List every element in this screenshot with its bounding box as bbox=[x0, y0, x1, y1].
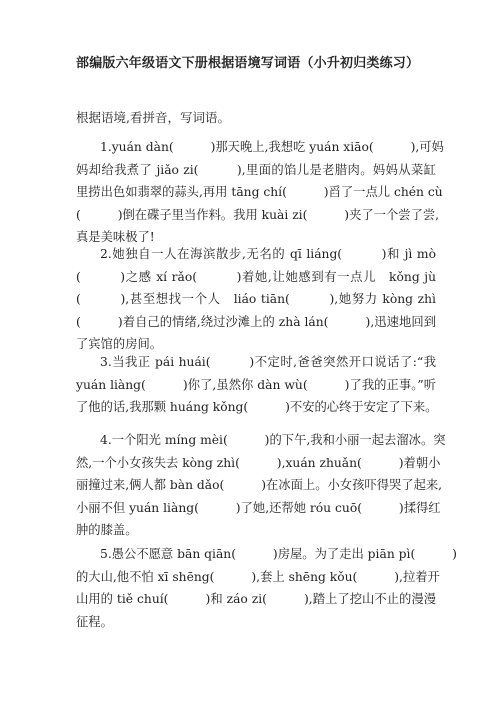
paragraph-line: ( )倒在碟子里当作料。我用 kuài zi( )夹了一个尝了尝, bbox=[76, 207, 440, 222]
paragraph-line: ( )之感 xí rǎo( )着她,让她感到有一点儿 kǒng jù bbox=[76, 269, 436, 284]
paragraph-line: 1.yuán dàn( )那天晚上,我想吃 yuán xiāo( ),可妈 bbox=[100, 140, 444, 154]
paragraph-line: 征程。 bbox=[76, 614, 113, 629]
paragraph-line: yuán liàng( )你了,虽然你 dàn wù( )了我的正事。”听 bbox=[76, 377, 436, 392]
paragraph-line: 了他的话,我那颗 huáng kǒng( )不安的心终于安定了下来。 bbox=[76, 400, 438, 414]
paragraph-line: 山用的 tiě chuí( )和 záo zi( ),踏上了挖山不止的漫漫 bbox=[76, 592, 436, 606]
exercise-paragraph-2 bbox=[76, 243, 436, 356]
paragraph-line: 2.她独自一人在海滨散步,无名的 qī liáng( )和 jì mò bbox=[100, 247, 436, 261]
exercise-paragraph-5 bbox=[76, 543, 457, 633]
paragraph-line: ( )着自己的情绪,绕过沙滩上的 zhà lán( ),迅速地回到 bbox=[76, 314, 436, 329]
page-title: 部编版六年级语文下册根据语境写词语（小升初归类练习） bbox=[76, 56, 420, 71]
paragraph-line: 真是美味极了! bbox=[76, 230, 155, 244]
paragraph-line: 小丽不但 yuán liàng( )了她,还帮她 róu cuō( )揉得红 bbox=[76, 500, 441, 515]
exercise-paragraph-4 bbox=[76, 429, 446, 542]
paragraph-line: 妈却给我煮了 jiǎo zi( ),里面的馅儿是老腊肉。妈妈从菜缸 bbox=[76, 162, 436, 177]
paragraph-line: 3.当我正 pái huái( )不定时,爸爸突然开口说话了:“我 bbox=[100, 355, 436, 369]
instruction-text: 根据语境,看拼音，写词语。 bbox=[76, 110, 230, 125]
paragraph-line: 了宾馆的房间。 bbox=[76, 337, 163, 351]
paragraph-line: 的大山,他不怕 xī shēng( ),套上 shēng kǒu( ),拉着开 bbox=[76, 569, 440, 584]
paragraph-line: 肿的膝盖。 bbox=[76, 523, 138, 537]
paragraph-line: 里捞出色如翡翠的蒜头,再用 tāng chí( )舀了一点儿 chén cù bbox=[76, 185, 443, 199]
paragraph-line: 丽撞过来,俩人都 bàn dǎo( )在冰面上。小女孩吓得哭了起来, bbox=[76, 478, 443, 492]
exercise-paragraph-1 bbox=[76, 136, 444, 249]
exercise-paragraph-3 bbox=[76, 351, 436, 419]
paragraph-line: ( ),甚至想找一个人 liáo tiān( ),她努力 kòng zhì bbox=[76, 292, 436, 306]
paragraph-line: 然,一个小女孩失去 kòng zhì( ),xuán zhuǎn( )着朝小 bbox=[76, 455, 441, 470]
paragraph-line: 5.愚公不愿意 bān qiān( )房屋。为了走出 piān pì( ) bbox=[100, 547, 457, 561]
paragraph-line: 4.一个阳光 míng mèi( )的下午,我和小丽一起去溜冰。突 bbox=[100, 433, 446, 447]
